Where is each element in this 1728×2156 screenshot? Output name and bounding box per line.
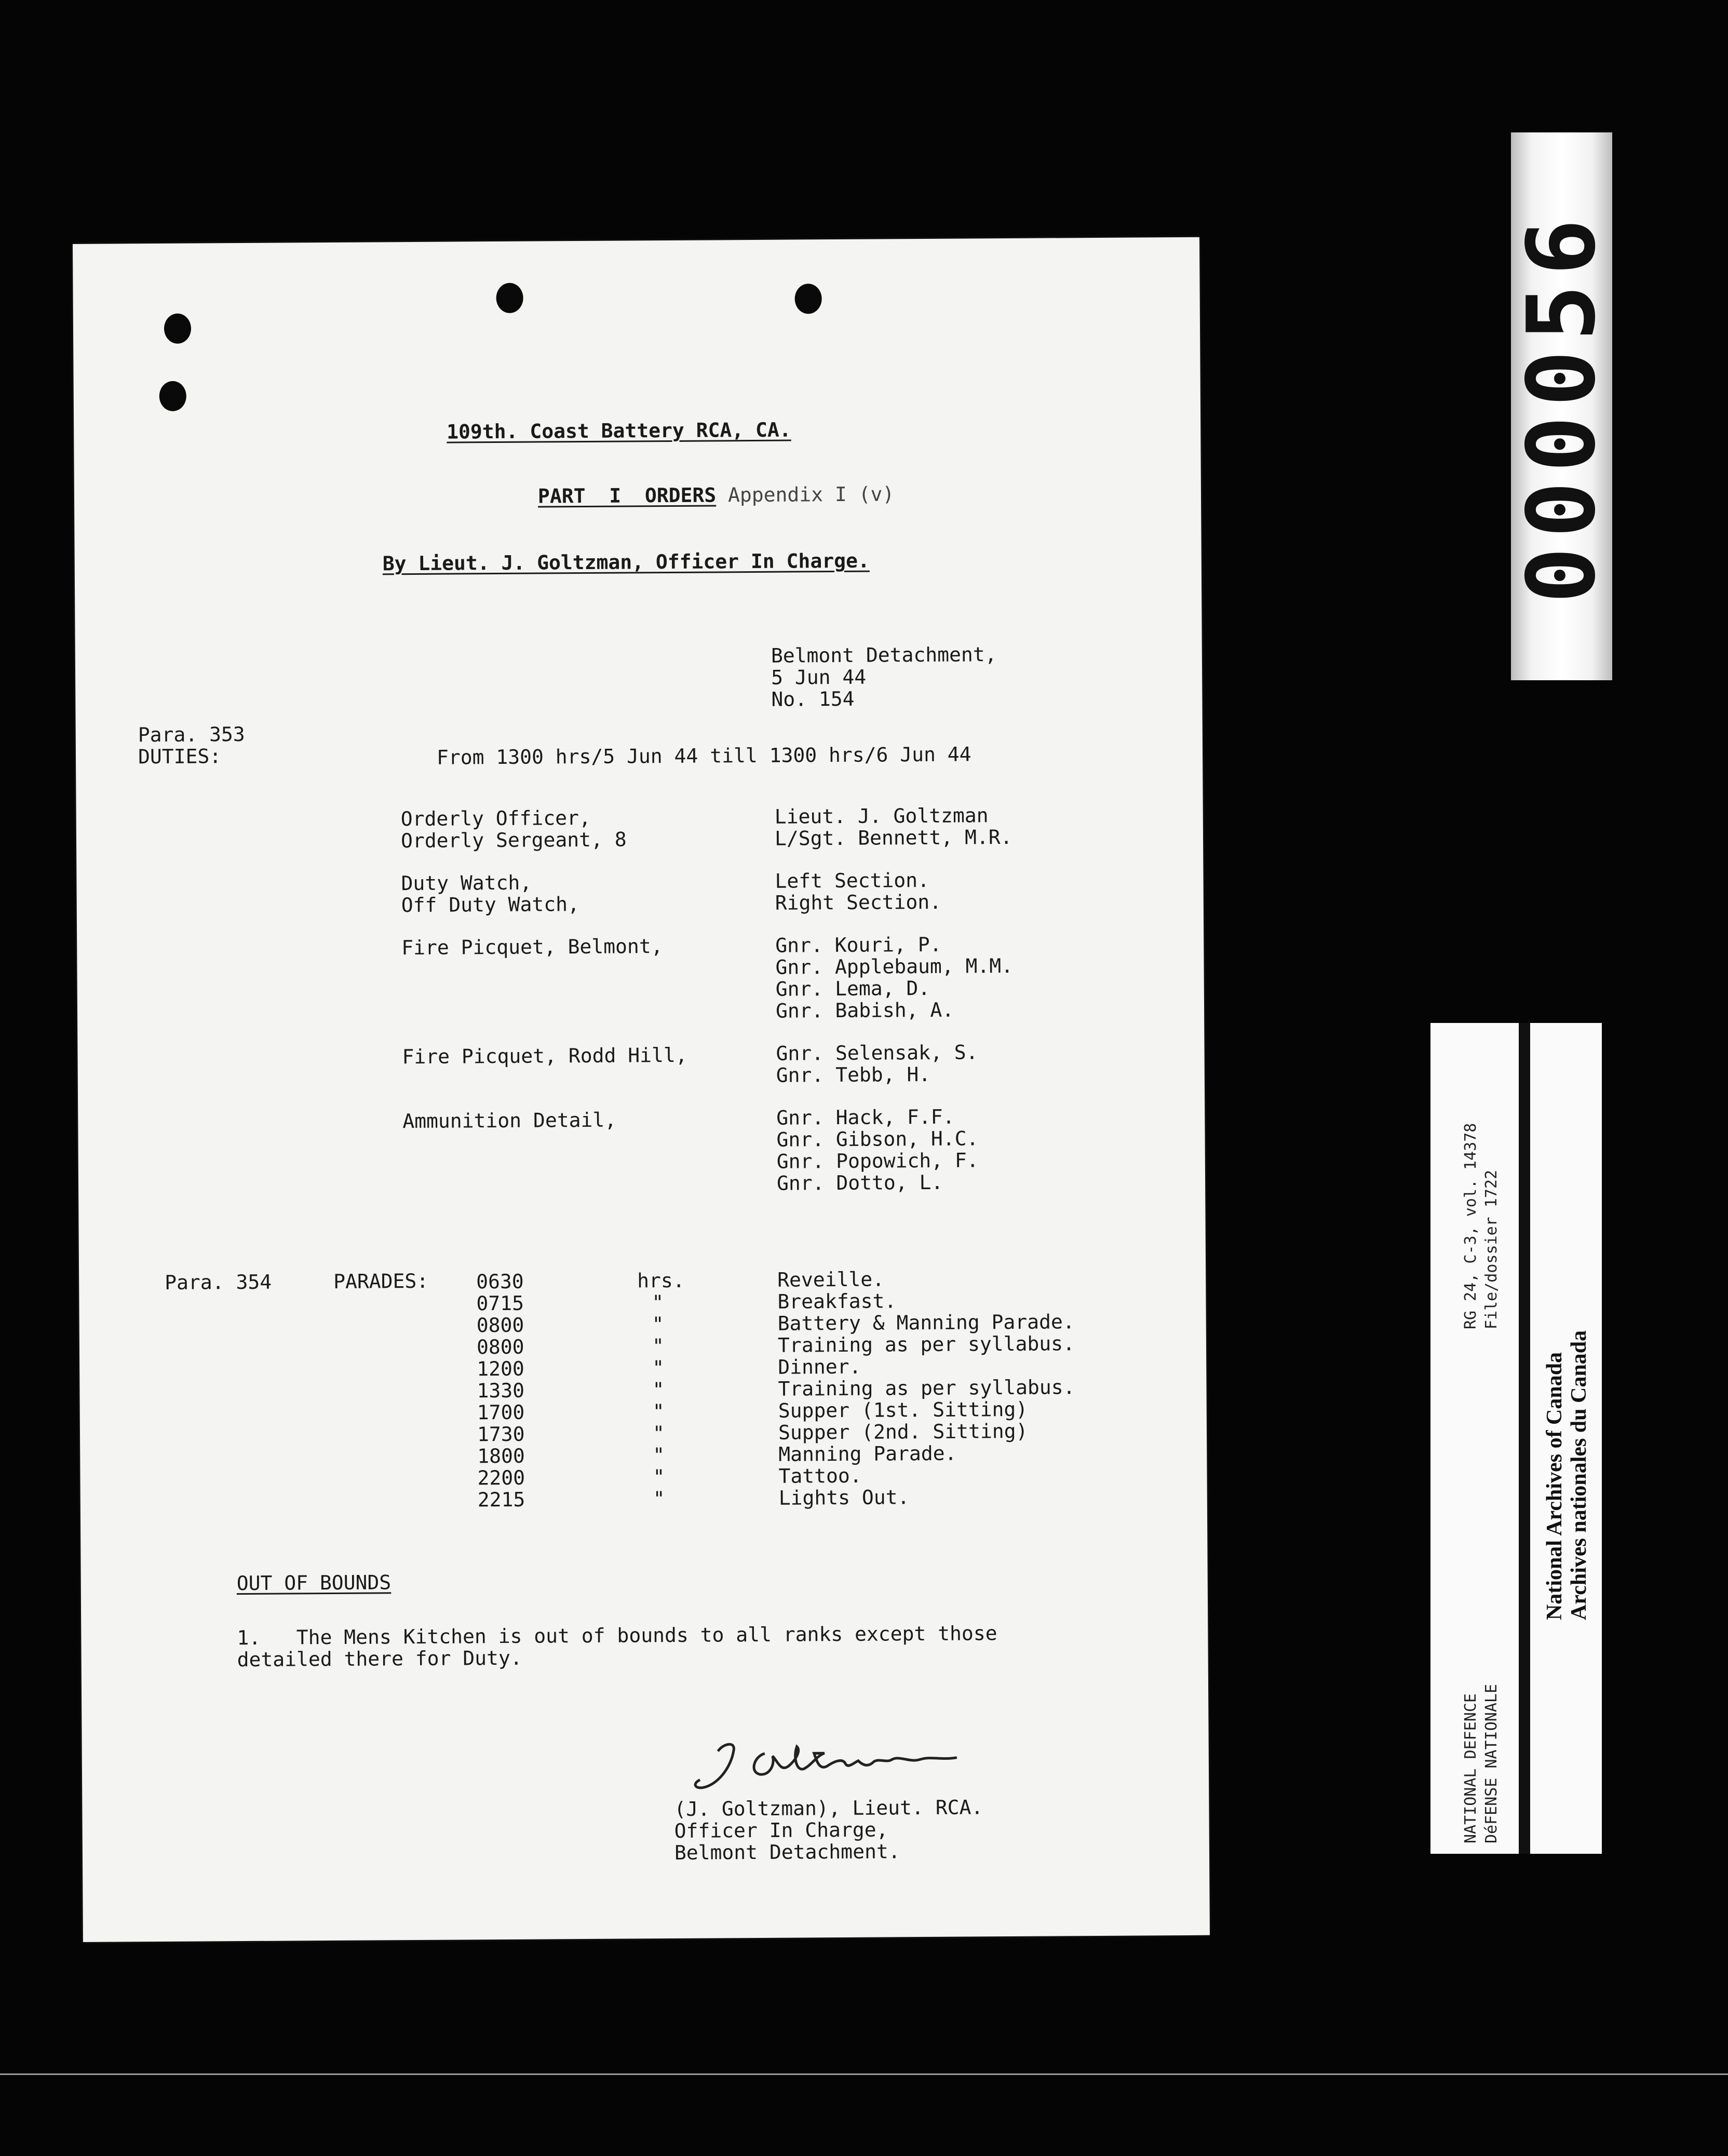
archive-reference: RG 24, C-3, vol. 14378 bbox=[1462, 1123, 1480, 1329]
detachment: Belmont Detachment, bbox=[771, 643, 997, 667]
archives-name-fr: Archives nationales du Canada bbox=[1567, 1330, 1591, 1620]
parade-event: Supper (2nd. Sitting) bbox=[778, 1419, 1028, 1444]
parade-time: 2215 bbox=[477, 1488, 525, 1512]
parade-time: 1730 bbox=[477, 1422, 525, 1446]
parade-event: Breakfast. bbox=[777, 1289, 897, 1313]
parade-time: 0800 bbox=[476, 1335, 524, 1359]
document-page bbox=[73, 237, 1210, 1942]
parade-time: 2200 bbox=[477, 1466, 525, 1490]
parade-time: 0800 bbox=[476, 1313, 524, 1337]
duty-name: Right Section. bbox=[775, 890, 942, 914]
section-title: DUTIES: bbox=[138, 745, 222, 769]
handwritten-signature bbox=[687, 1734, 978, 1803]
archive-label bbox=[1430, 1023, 1602, 1854]
punch-hole bbox=[496, 283, 523, 313]
duty-role: Orderly Officer, bbox=[400, 806, 591, 831]
parade-events bbox=[777, 1267, 1076, 1508]
parade-ditto-column bbox=[637, 1270, 686, 1510]
ditto-mark: " bbox=[653, 1444, 665, 1467]
signature-title: Officer In Charge, bbox=[674, 1818, 888, 1842]
parade-time: 0715 bbox=[476, 1291, 524, 1315]
duty-role: Orderly Sergeant, 8 bbox=[400, 828, 627, 853]
punch-hole bbox=[159, 381, 186, 411]
out-of-bounds-line: detailed there for Duty. bbox=[237, 1646, 522, 1672]
parade-event: Battery & Manning Parade. bbox=[777, 1310, 1075, 1335]
parade-event: Training as per syllabus. bbox=[777, 1332, 1075, 1357]
duty-role: Duty Watch, bbox=[401, 871, 532, 895]
duty-name: Gnr. Hack, F.F. bbox=[776, 1105, 955, 1129]
duty-name: Gnr. Selensak, S. bbox=[776, 1041, 978, 1065]
date: 5 Jun 44 bbox=[771, 665, 867, 689]
film-frame-number: 000056 bbox=[1507, 209, 1616, 603]
archives-name-en: National Archives of Canada bbox=[1543, 1352, 1567, 1620]
department-en: NATIONAL DEFENCE bbox=[1462, 1693, 1480, 1843]
duty-role: Ammunition Detail, bbox=[402, 1108, 617, 1133]
parade-time: 1200 bbox=[477, 1357, 524, 1381]
ditto-mark: " bbox=[652, 1313, 664, 1336]
ditto-mark: " bbox=[652, 1400, 665, 1423]
parade-time: 1700 bbox=[477, 1400, 525, 1424]
duty-name: L/Sgt. Bennett, M.R. bbox=[774, 825, 1013, 850]
orders-heading bbox=[538, 483, 895, 507]
parade-time: 0630 bbox=[476, 1270, 524, 1293]
para-353-label bbox=[138, 723, 245, 767]
parade-times bbox=[476, 1271, 525, 1511]
duty-role: Off Duty Watch, bbox=[401, 893, 580, 917]
duty-role: Fire Picquet, Rodd Hill, bbox=[402, 1043, 687, 1069]
orders-title: PART I ORDERS bbox=[537, 483, 717, 508]
para-354-label: Para. 354 bbox=[165, 1270, 272, 1294]
ditto-mark: " bbox=[652, 1335, 665, 1358]
ditto-mark: " bbox=[653, 1465, 665, 1489]
by-line: By Lieut. J. Goltzman, Officer In Charge. bbox=[382, 549, 870, 575]
parade-event: Supper (1st. Sitting) bbox=[778, 1397, 1028, 1422]
out-of-bounds-title: OUT OF BOUNDS bbox=[236, 1571, 392, 1595]
parade-event: Reveille. bbox=[777, 1268, 885, 1291]
parade-event: Dinner. bbox=[778, 1355, 861, 1379]
signature-name: (J. Goltzman), Lieut. RCA. bbox=[674, 1796, 983, 1821]
duty-name: Left Section. bbox=[775, 868, 930, 893]
duty-name: Gnr. Gibson, H.C. bbox=[776, 1127, 979, 1151]
duty-name: Lieut. J. Goltzman bbox=[774, 804, 989, 828]
duty-name: Gnr. Applebaum, M.M. bbox=[775, 954, 1014, 979]
duty-name: Gnr. Babish, A. bbox=[775, 998, 954, 1022]
parade-event: Lights Out. bbox=[778, 1486, 910, 1510]
archive-file: File/dossier 1722 bbox=[1482, 1169, 1501, 1329]
signature-block bbox=[674, 1796, 983, 1864]
out-of-bounds-text bbox=[237, 1622, 997, 1670]
signature-unit: Belmont Detachment. bbox=[674, 1840, 900, 1864]
parades-title: PARADES: bbox=[333, 1269, 429, 1293]
out-of-bounds-line: 1. The Mens Kitchen is out of bounds to all ranks except those bbox=[237, 1622, 997, 1650]
duty-roles bbox=[401, 806, 688, 1132]
duty-names bbox=[775, 804, 1015, 1194]
punch-hole bbox=[794, 284, 821, 314]
duty-name: Gnr. Dotto, L. bbox=[776, 1170, 943, 1195]
film-frame-tab bbox=[1507, 132, 1616, 680]
appendix-ref: Appendix I (v) bbox=[727, 482, 895, 507]
para-number: Para. 353 bbox=[138, 722, 245, 747]
parade-event: Manning Parade. bbox=[778, 1441, 957, 1466]
punch-hole bbox=[164, 314, 191, 344]
duty-role: Fire Picquet, Belmont, bbox=[401, 935, 663, 960]
parade-event: Training as per syllabus. bbox=[778, 1376, 1075, 1400]
duty-name: Gnr. Tebb, H. bbox=[776, 1062, 931, 1087]
ditto-mark: " bbox=[652, 1422, 665, 1445]
parade-time: 1330 bbox=[477, 1379, 525, 1403]
location-block bbox=[771, 643, 997, 710]
unit-heading: 109th. Coast Battery RCA, CA. bbox=[447, 418, 791, 443]
parade-event: Tattoo. bbox=[778, 1464, 862, 1488]
ditto-mark: " bbox=[652, 1291, 664, 1314]
ditto-mark: " bbox=[653, 1487, 665, 1511]
department-fr: DéFENSE NATIONALE bbox=[1482, 1683, 1501, 1843]
duty-period: From 1300 hrs/5 Jun 44 till 1300 hrs/6 Jun 44 bbox=[436, 743, 971, 769]
duty-name: Gnr. Popowich, F. bbox=[776, 1149, 979, 1173]
ditto-mark: " bbox=[652, 1356, 665, 1380]
ditto-mark: " bbox=[652, 1378, 665, 1402]
hrs-label: hrs. bbox=[637, 1269, 685, 1292]
label-divider bbox=[1519, 1023, 1530, 1854]
duty-name: Gnr. Kouri, P. bbox=[775, 933, 942, 957]
parade-time: 1800 bbox=[477, 1444, 525, 1468]
order-number: No. 154 bbox=[771, 687, 855, 711]
duty-name: Gnr. Lema, D. bbox=[775, 976, 930, 1001]
film-edge-line bbox=[0, 2073, 1728, 2075]
